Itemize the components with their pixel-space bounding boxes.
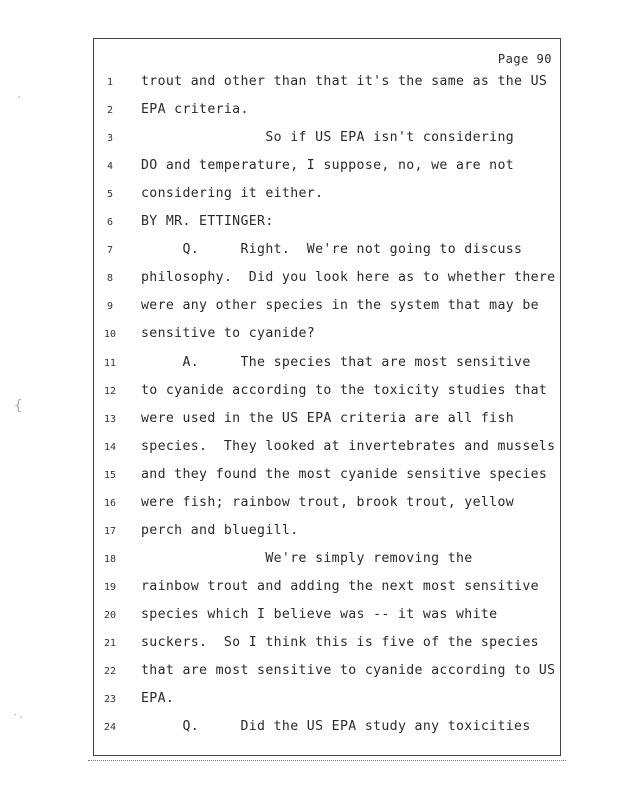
line-number: 8 (106, 273, 114, 284)
line-number: 6 (106, 217, 114, 228)
line-number: 19 (103, 582, 117, 593)
transcript-line (0, 579, 618, 607)
transcript-line (0, 439, 618, 467)
line-text: Q. Right. We're not going to discuss (141, 242, 523, 257)
line-text: philosophy. Did you look here as to whether there (141, 270, 556, 285)
transcript-line (0, 186, 618, 214)
transcript-line (0, 326, 618, 354)
transcript-line (0, 495, 618, 523)
transcript-line (0, 158, 618, 186)
line-number: 12 (103, 386, 117, 397)
line-number: 23 (103, 694, 117, 705)
transcript-line (0, 719, 618, 747)
line-number: 17 (103, 526, 117, 537)
transcript-line (0, 298, 618, 326)
line-text: to cyanide according to the toxicity studies that (141, 383, 548, 398)
line-text: were fish; rainbow trout, brook trout, yellow (141, 495, 515, 510)
page-bottom-rule (88, 760, 566, 762)
transcript-line (0, 102, 618, 130)
transcript-line (0, 607, 618, 635)
line-text: BY MR. ETTINGER: (141, 214, 274, 229)
line-text: We're simply removing the (141, 551, 473, 566)
line-number: 15 (103, 470, 117, 481)
transcript-line (0, 551, 618, 579)
scan-mark: · (16, 92, 23, 103)
line-number: 14 (103, 442, 117, 453)
scan-mark: { (14, 398, 23, 414)
line-number: 11 (103, 358, 117, 369)
transcript-line (0, 523, 618, 551)
line-text: species which I believe was -- it was white (141, 607, 498, 622)
transcript-line (0, 467, 618, 495)
line-number: 18 (103, 554, 117, 565)
line-text: and they found the most cyanide sensitive species (141, 467, 548, 482)
line-text: Q. Did the US EPA study any toxicities (141, 719, 531, 734)
line-text: DO and temperature, I suppose, no, we are not (141, 158, 515, 173)
line-number: 5 (106, 189, 114, 200)
line-text: rainbow trout and adding the next most sensitive (141, 579, 539, 594)
transcript-line (0, 242, 618, 270)
transcript-line (0, 214, 618, 242)
line-text: were used in the US EPA criteria are all fish (141, 411, 515, 426)
line-number: 1 (106, 77, 114, 88)
line-number: 2 (106, 105, 114, 116)
transcript-line (0, 691, 618, 719)
line-number: 13 (103, 414, 117, 425)
line-text: EPA. (141, 691, 175, 706)
scan-mark: ·. (12, 710, 25, 721)
line-number: 21 (103, 638, 117, 649)
transcript-line (0, 411, 618, 439)
line-text: A. The species that are most sensitive (141, 355, 531, 370)
line-text: So if US EPA isn't considering (141, 130, 515, 145)
transcript-line (0, 355, 618, 383)
line-number: 22 (103, 666, 117, 677)
line-number: 7 (106, 245, 114, 256)
line-number: 3 (106, 133, 114, 144)
line-number: 24 (103, 722, 117, 733)
line-text: trout and other than that it's the same as the US (141, 74, 548, 89)
line-number: 10 (103, 329, 117, 340)
line-text: EPA criteria. (141, 102, 249, 117)
line-text: species. They looked at invertebrates and mussels (141, 439, 556, 454)
transcript-line (0, 270, 618, 298)
line-text: suckers. So I think this is five of the species (141, 635, 539, 650)
transcript-line (0, 74, 618, 102)
line-number: 20 (103, 610, 117, 621)
transcript-line (0, 130, 618, 158)
line-number: 9 (106, 301, 114, 312)
line-text: were any other species in the system that may be (141, 298, 539, 313)
page-number: Page 90 (497, 52, 552, 66)
transcript-line (0, 663, 618, 691)
line-text: that are most sensitive to cyanide according to US (141, 663, 556, 678)
transcript-line (0, 383, 618, 411)
line-text: considering it either. (141, 186, 324, 201)
line-text: perch and bluegill. (141, 523, 299, 538)
line-number: 4 (106, 161, 114, 172)
line-number: 16 (103, 498, 117, 509)
transcript-line (0, 635, 618, 663)
line-text: sensitive to cyanide? (141, 326, 316, 341)
